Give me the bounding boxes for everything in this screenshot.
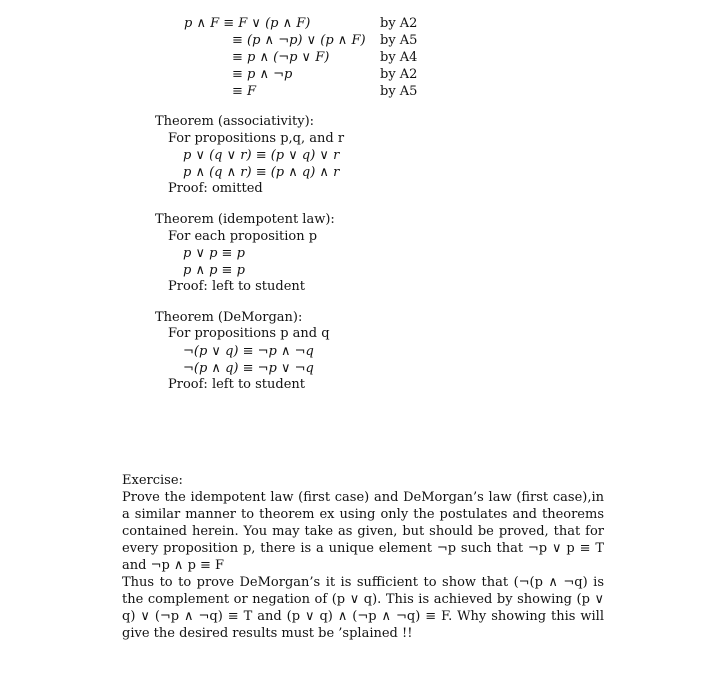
- theorem-proof-note: Proof: omitted: [168, 181, 263, 196]
- exercise-paragraph: Prove the idempotent law (first case) and DeMorgan’s law (first case),in a similar manner to theorem ex using only the postulates and theorems contained herein. You may take as given, but should be proved, that for every proposition p, there is a unique element ¬p such that ¬p ∨ p ≡ T and ¬p ∧ p ≡ F: [122, 490, 604, 573]
- theorem-intro: For propositions p and q: [168, 326, 330, 341]
- theorem-formula: ¬(p ∧ q) ≡ ¬p ∨ ¬q: [183, 361, 314, 376]
- theorem-formula: p ∨ (q ∨ r) ≡ (p ∨ q) ∨ r: [183, 148, 340, 163]
- proof-line-expr: ≡ (p ∧ ¬p) ∨ (p ∧ F): [232, 33, 366, 48]
- theorem-proof-note: Proof: left to student: [168, 279, 306, 294]
- proof-line-expr: ≡ F: [232, 84, 257, 99]
- theorem-formula: ¬(p ∨ q) ≡ ¬p ∧ ¬q: [183, 344, 314, 359]
- exercise-heading: Exercise:: [122, 473, 183, 488]
- theorem-title: Theorem (idempotent law):: [155, 212, 335, 227]
- proof-line-expr: ≡ p ∧ (¬p ∨ F): [232, 50, 330, 65]
- proof-line-expr: p ∧ F ≡ F ∨ (p ∧ F): [184, 16, 311, 31]
- proof-line-reason: by A5: [380, 33, 418, 48]
- theorem-formula: p ∧ p ≡ p: [183, 263, 245, 278]
- theorem-intro: For propositions p,q, and r: [168, 131, 345, 146]
- proof-line-reason: by A4: [380, 50, 418, 65]
- proof-line-reason: by A5: [380, 84, 418, 99]
- theorem-intro: For each proposition p: [168, 229, 318, 244]
- exercise-block: [122, 472, 604, 642]
- theorem-formula: p ∨ p ≡ p: [183, 246, 245, 261]
- proof-line-reason: by A2: [380, 16, 418, 31]
- exercise-paragraph: Thus to to prove DeMorgan’s it is sufficient to show that (¬(p ∧ ¬q) is the complement or negation of (p ∨ q). This is achieved by showing (p ∨ q) ∨ (¬p ∧ ¬q) ≡ T and (p ∨ q) ∧ (¬p ∧ ¬q) ≡ F. Why showing this will give the desired results must be ’splained !!: [122, 575, 604, 641]
- proof-line-expr: ≡ p ∧ ¬p: [232, 67, 293, 82]
- theorem-formula: p ∧ (q ∧ r) ≡ (p ∧ q) ∧ r: [183, 165, 340, 180]
- theorem-title: Theorem (DeMorgan):: [155, 310, 303, 325]
- theorem-title: Theorem (associativity):: [155, 114, 315, 129]
- proof-line-reason: by A2: [380, 67, 418, 82]
- theorem-proof-note: Proof: left to student: [168, 377, 306, 392]
